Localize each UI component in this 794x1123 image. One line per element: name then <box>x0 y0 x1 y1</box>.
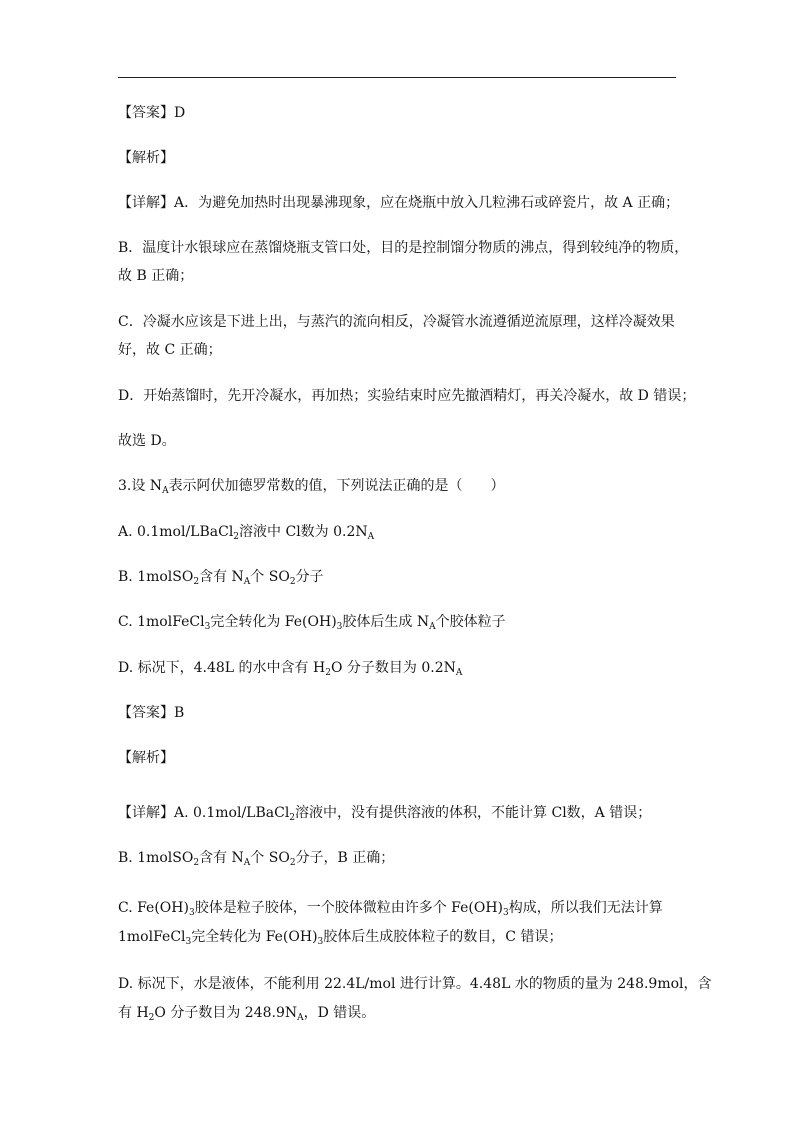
answer-label-1: 【答案】D <box>118 105 186 121</box>
option-c: C. 1molFeCl$_3$完全转化为 $Fe(OH)_3$胶体后生成 $N_A$个胶体粒子 <box>118 614 506 632</box>
answer-label-2: 【答案】B <box>118 705 185 721</box>
detail-line-b2: 故 B 正确； <box>118 268 194 284</box>
analysis-label-2: 【解析】 <box>118 750 174 766</box>
explain-b: B. 1molSO$_2$含有 $N_A$个 $SO_2$分子，B 正确； <box>118 850 395 868</box>
question-3: 3.设 $N_A$表示阿伏加德罗常数的值，下列说法正确的是（ ） <box>118 478 505 496</box>
option-b: B. 1molSO$_2$含有 $N_A$个 $SO_2$分子 <box>118 569 324 587</box>
detail-line-c1: C．冷凝水应该是下进上出，与蒸汽的流向相反，冷凝管水流遵循逆流原理，这样冷凝效果 <box>118 314 675 330</box>
option-d: D. 标况下，4.48L 的水中含有 $H_2O$ 分子数目为 $0.2N_A$ <box>118 660 463 678</box>
explain-d-line2: 有 $H_2O$ 分子数目为 $248.9N_A$，D 错误。 <box>118 1005 376 1023</box>
header-rule <box>118 77 676 78</box>
detail-line-a: 【详解】A．为避免加热时出现暴沸现象，应在烧瓶中放入几粒沸石或碎瓷片，故 A 正确； <box>118 195 680 211</box>
detail-line-c2: 好，故 C 正确； <box>118 342 222 358</box>
explain-d-line1: D. 标况下，水是液体，不能利用 22.4L/mol 进行计算。4.48L 水的物质的量为 248.9mol，含 <box>118 976 712 992</box>
detail-line-b1: B．温度计水银球应在蒸馏烧瓶支管口处，目的是控制馏分物质的沸点，得到较纯净的物质， <box>118 240 689 256</box>
analysis-label-1: 【解析】 <box>118 150 174 166</box>
conclusion-line: 故选 D。 <box>118 433 176 449</box>
explain-a: 【详解】A. 0.1mol/LBaCl$_2$溶液中，没有提供溶液的体积，不能计算 Cl数，A 错误； <box>118 805 652 823</box>
explain-c-line2: 1molFeCl$_3$完全转化为 $Fe(OH)_3$胶体后生成胶体粒子的数目，C 错误； <box>118 929 563 947</box>
option-a: A. 0.1mol/LBaCl$_2$溶液中 Cl数为 $0.2N_A$ <box>118 524 375 542</box>
explain-c-line1: C. $Fe(OH)_3$胶体是粒子胶体，一个胶体微粒由许多个 $Fe(OH)_3$构成，所以我们无法计算 <box>118 900 663 918</box>
detail-line-d: D．开始蒸馏时，先开冷凝水，再加热；实验结束时应先撤酒精灯，再关冷凝水，故 D 错误； <box>118 388 696 404</box>
